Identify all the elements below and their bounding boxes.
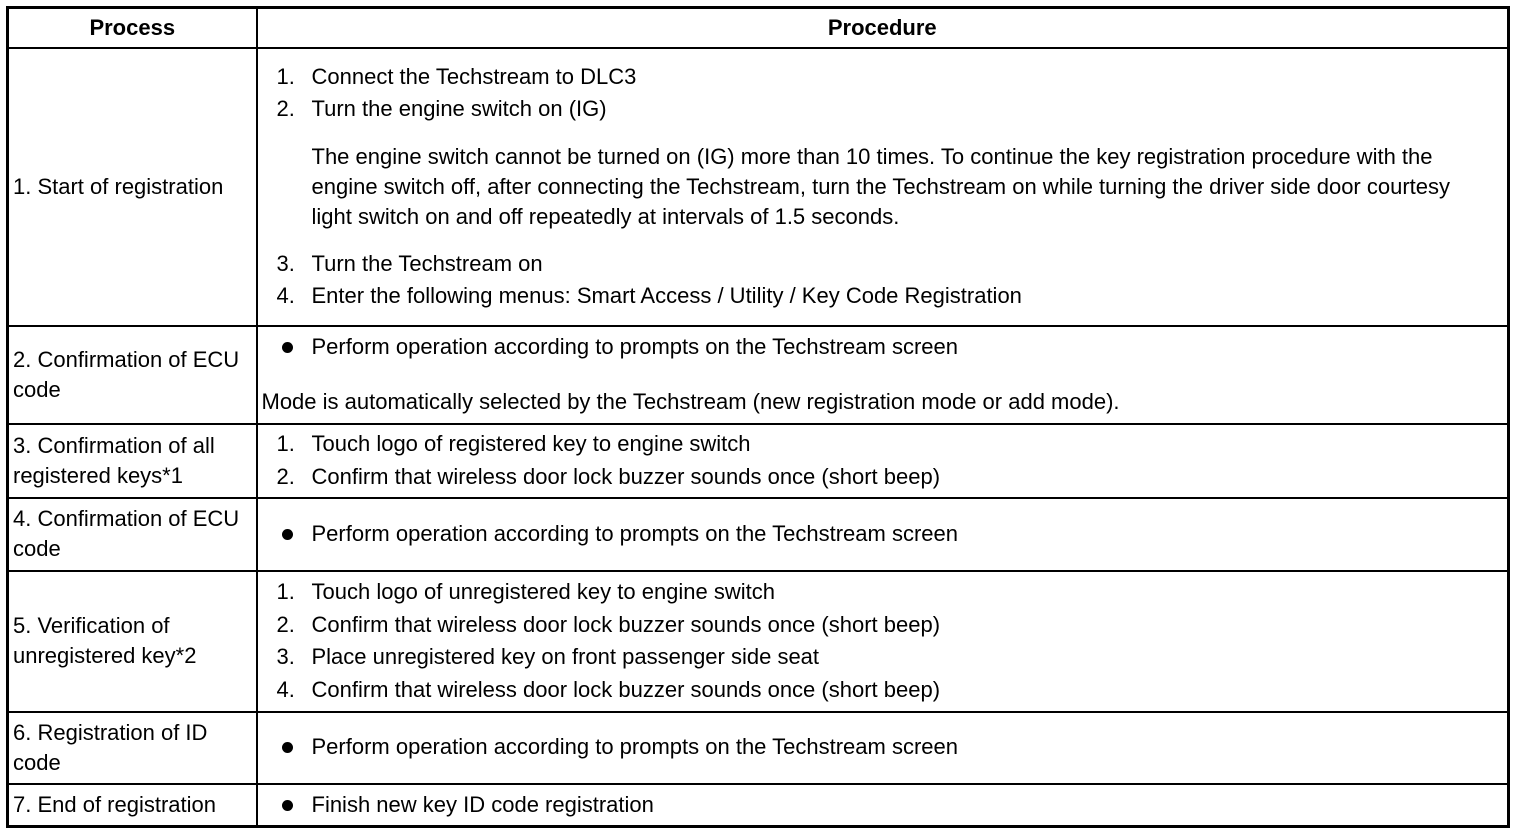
table-row xyxy=(8,498,1509,571)
step-list xyxy=(258,61,1508,126)
step-number: 4. xyxy=(276,676,295,702)
table-header-row xyxy=(8,8,1509,48)
process-cell: 5. Verification of unregistered key*2 xyxy=(8,571,257,712)
step-text: Touch logo of registered key to engine switch xyxy=(311,431,751,456)
bullet-text: Perform operation according to prompts on the Techstream screen xyxy=(311,334,958,359)
list-item xyxy=(258,280,1508,313)
procedure-cell xyxy=(257,498,1509,571)
procedure-table xyxy=(6,6,1510,828)
step-number: 2. xyxy=(276,96,295,121)
procedure-cell xyxy=(257,571,1509,712)
bullet-text: Perform operation according to prompts on the Techstream screen xyxy=(311,520,958,546)
step-number: 1. xyxy=(276,431,295,456)
bullet-dot-icon xyxy=(282,342,293,353)
list-item xyxy=(258,576,1508,609)
procedure-cell xyxy=(257,424,1509,498)
step-text: Place unregistered key on front passenger side seat xyxy=(311,644,820,669)
bullet-text: Finish new key ID code registration xyxy=(311,791,654,817)
step-number: 4. xyxy=(276,283,295,308)
step-text: Touch logo of unregistered key to engine switch xyxy=(311,579,776,604)
list-item xyxy=(258,674,1508,707)
process-cell: 4. Confirmation of ECU code xyxy=(8,498,257,571)
list-item xyxy=(258,248,1508,281)
process-cell: 1. Start of registration xyxy=(8,48,257,326)
list-item xyxy=(258,93,1508,126)
step-number: 2. xyxy=(276,463,295,489)
step-number: 3. xyxy=(276,644,295,669)
table-row xyxy=(8,48,1509,326)
table-row xyxy=(8,326,1509,424)
process-cell: 2. Confirmation of ECU code xyxy=(8,326,257,424)
step-text: Turn the Techstream on xyxy=(311,250,543,276)
header-procedure: Procedure xyxy=(257,8,1509,48)
table-row xyxy=(8,712,1509,784)
step-text: Confirm that wireless door lock buzzer sounds once (short beep) xyxy=(311,676,941,702)
bullet-dot-icon xyxy=(282,800,293,811)
table-row xyxy=(8,424,1509,498)
bullet-text: Perform operation according to prompts on the Techstream screen xyxy=(311,734,958,760)
step-number: 3. xyxy=(276,250,295,276)
procedure-cell xyxy=(257,48,1509,326)
list-item xyxy=(258,61,1508,94)
step-list xyxy=(258,248,1508,313)
step-text: Confirm that wireless door lock buzzer sounds once (short beep) xyxy=(311,463,941,489)
process-cell: 6. Registration of ID code xyxy=(8,712,257,784)
header-process: Process xyxy=(8,8,257,48)
note-text: Mode is automatically selected by the Techstream (new registration mode or add mode). xyxy=(261,388,1120,414)
bullet-dot-icon xyxy=(282,529,293,540)
step-number: 1. xyxy=(276,579,295,604)
table-row xyxy=(8,571,1509,712)
step-number: 2. xyxy=(276,611,295,637)
procedure-cell xyxy=(257,712,1509,784)
list-item xyxy=(258,428,1508,461)
bullet-item xyxy=(258,518,1508,551)
bullet-item xyxy=(258,789,1508,822)
list-item xyxy=(258,609,1508,642)
bullet-item xyxy=(258,331,1508,364)
process-cell: 7. End of registration xyxy=(8,784,257,827)
step-text: Confirm that wireless door lock buzzer sounds once (short beep) xyxy=(311,611,941,637)
step-list xyxy=(258,428,1508,493)
step-text: Enter the following menus: Smart Access / Utility / Key Code Registration xyxy=(311,283,1022,308)
process-cell: 3. Confirmation of all registered keys*1 xyxy=(8,424,257,498)
note-text: The engine switch cannot be turned on (IG) more than 10 times. To continue the key registration procedure with the engine switch off, after connecting the Techstream, turn the Techstream on while turning the driver side door courtesy light switch on and off repeatedly at intervals of 1.5 seconds. xyxy=(311,143,1451,229)
step-number: 1. xyxy=(276,63,295,89)
step-text: Connect the Techstream to DLC3 xyxy=(311,63,637,89)
list-item xyxy=(258,641,1508,674)
bullet-dot-icon xyxy=(282,742,293,753)
procedure-cell xyxy=(257,784,1509,827)
step-list xyxy=(258,576,1508,706)
procedure-cell xyxy=(257,326,1509,424)
list-item xyxy=(258,461,1508,494)
step-text: Turn the engine switch on (IG) xyxy=(311,96,607,121)
table-row xyxy=(8,784,1509,827)
bullet-item xyxy=(258,731,1508,764)
